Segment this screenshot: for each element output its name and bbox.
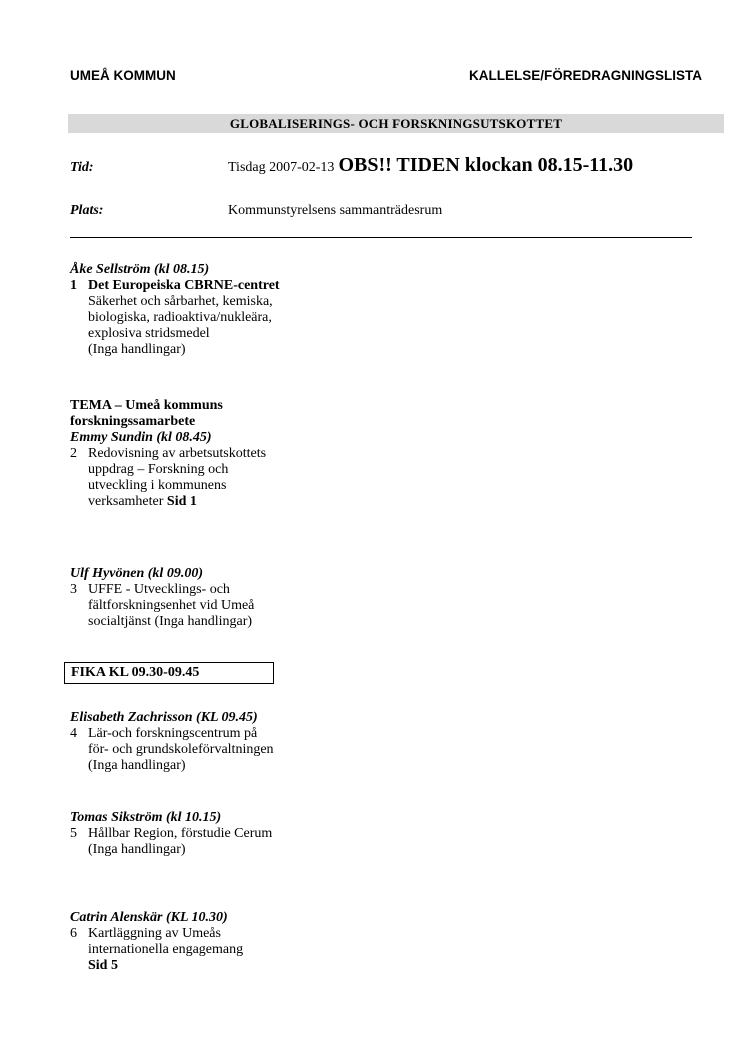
theme-heading: forskningssamarbete (70, 414, 196, 429)
page-reference: Sid 5 (88, 958, 118, 973)
item-title: Det Europeiska CBRNE-centret (88, 278, 280, 293)
item-line: Lär-och forskningscentrum på (88, 726, 258, 741)
agenda-section-6 (70, 910, 370, 974)
item-line: utveckling i kommunens (88, 478, 227, 493)
item-number: 2 (70, 446, 77, 461)
speaker-name: Ulf Hyvönen (kl 09.00) (70, 566, 203, 581)
item-description (70, 294, 370, 358)
agenda-section-5 (70, 810, 370, 858)
item-line: för- och grundskoleförvaltningen (88, 742, 274, 757)
item-number: 5 (70, 826, 77, 841)
item-line: socialtjänst (Inga handlingar) (88, 614, 253, 629)
place-value: Kommunstyrelsens sammanträdesrum (228, 203, 443, 218)
item-line: biologiska, radioaktiva/nukleära, (88, 310, 272, 325)
time-field (228, 154, 633, 177)
header-divider (70, 237, 692, 238)
agenda-section-3 (70, 566, 370, 630)
time-note: OBS!! TIDEN klockan 08.15-11.30 (338, 154, 634, 176)
item-line: (Inga handlingar) (88, 342, 186, 357)
page-reference: Sid 1 (166, 494, 197, 509)
speaker-name: Tomas Sikström (kl 10.15) (70, 810, 222, 825)
item-line: Säkerhet och sårbarhet, kemiska, (88, 294, 273, 309)
item-line: (Inga handlingar) (88, 842, 186, 857)
item-number: 6 (70, 926, 77, 941)
agenda-item-4 (70, 726, 370, 774)
item-line: (Inga handlingar) (88, 758, 186, 773)
item-line: internationella engagemang (88, 942, 244, 957)
speaker-name: Åke Sellström (kl 08.15) (70, 262, 210, 277)
item-number: 3 (70, 582, 77, 597)
organization-name: UMEÅ KOMMUN (70, 68, 176, 83)
item-line: Redovisning av arbetsutskottets (88, 446, 267, 461)
committee-title: GLOBALISERINGS- OCH FORSKNINGSUTSKOTTET (229, 116, 563, 131)
agenda-section-4 (70, 710, 370, 774)
item-line: verksamheter (88, 494, 164, 509)
speaker-name: Catrin Alenskär (KL 10.30) (70, 910, 228, 925)
speaker-name: Emmy Sundin (kl 08.45) (70, 430, 212, 445)
speaker-name: Elisabeth Zachrisson (KL 09.45) (70, 710, 258, 725)
break-label: FIKA KL 09.30-09.45 (71, 665, 200, 680)
item-number: 1 (70, 278, 77, 293)
time-value: Tisdag 2007-02-13 (228, 160, 335, 175)
agenda-item-1 (70, 278, 370, 294)
agenda-item-3 (70, 582, 370, 630)
agenda-item-5 (70, 826, 370, 858)
time-label: Tid: (70, 160, 94, 175)
agenda-item-6 (70, 926, 370, 974)
item-line: Kartläggning av Umeås (88, 926, 221, 941)
break-box (64, 662, 274, 684)
agenda-section-2 (70, 398, 370, 510)
item-line: UFFE - Utvecklings- och (88, 582, 230, 597)
agenda-section-1 (70, 262, 370, 358)
item-line: Hållbar Region, förstudie Cerum (88, 826, 273, 841)
item-number: 4 (70, 726, 77, 741)
theme-heading: TEMA – Umeå kommuns (70, 398, 223, 413)
agenda-item-2 (70, 446, 370, 510)
place-label: Plats: (70, 203, 104, 218)
item-line: explosiva stridsmedel (88, 326, 210, 341)
item-line: fältforskningsenhet vid Umeå (88, 598, 255, 613)
document-type: KALLELSE/FÖREDRAGNINGSLISTA (468, 68, 702, 83)
item-line: uppdrag – Forskning och (88, 462, 229, 477)
